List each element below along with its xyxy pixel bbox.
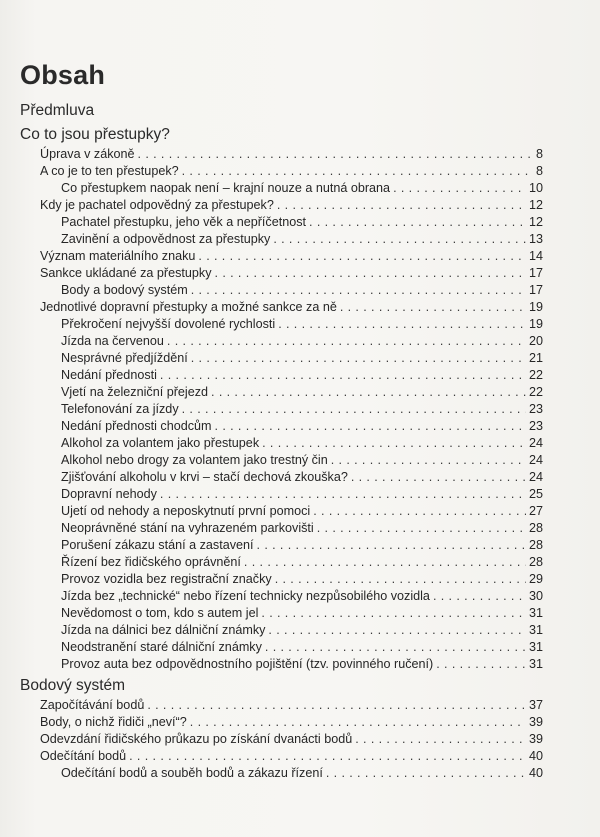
toc-entry-page: 39: [528, 732, 543, 746]
leader-dots: [190, 714, 526, 730]
toc-entry[interactable]: [61, 554, 543, 570]
toc-entry-page: 28: [528, 538, 543, 552]
leader-dots: [275, 571, 526, 587]
toc-entry[interactable]: [40, 714, 543, 730]
toc-entry-page: 8: [535, 164, 543, 178]
toc-section-predmluva[interactable]: Předmluva: [20, 102, 95, 119]
toc-entry-label: Nevědomost o tom, kdo s autem jel: [61, 606, 259, 620]
leader-dots: [215, 418, 526, 434]
toc-entry-label: Překročení nejvyšší dovolené rychlosti: [61, 317, 276, 331]
toc-entry-page: 27: [528, 504, 543, 518]
toc-entry[interactable]: [61, 316, 543, 332]
toc-entry[interactable]: [61, 333, 543, 349]
toc-entry-page: 19: [528, 300, 543, 314]
toc-entry[interactable]: [61, 503, 543, 519]
toc-entry-label: Ujetí od nehody a neposkytnutí první pomoci: [61, 504, 311, 518]
leader-dots: [278, 316, 526, 332]
leader-dots: [167, 333, 526, 349]
toc-entry[interactable]: [61, 486, 543, 502]
toc-entry-page: 12: [528, 215, 543, 229]
toc-entry-label: Alkohol za volantem jako přestupek: [61, 436, 260, 450]
toc-entry-label: Jízda na červenou: [61, 334, 164, 348]
toc-entry-label: Odečítání bodů a souběh bodů a zákazu řízení: [61, 766, 323, 780]
leader-dots: [160, 486, 526, 502]
toc-entry-page: 8: [535, 147, 543, 161]
toc-entry-page: 19: [528, 317, 543, 331]
toc-entry-page: 31: [528, 657, 543, 671]
leader-dots: [182, 401, 526, 417]
leader-dots: [436, 656, 526, 672]
leader-dots: [277, 197, 526, 213]
toc-entry-page: 31: [528, 606, 543, 620]
toc-entry[interactable]: [40, 299, 543, 315]
toc-entry-page: 12: [528, 198, 543, 212]
toc-entry-page: 37: [528, 698, 543, 712]
leader-dots: [331, 452, 526, 468]
toc-entry[interactable]: [61, 350, 543, 366]
leader-dots: [147, 697, 526, 713]
toc-entry-label: Body, o nichž řidiči „neví“?: [40, 715, 187, 729]
leader-dots: [273, 231, 526, 247]
toc-entry-label: Pachatel přestupku, jeho věk a nepříčetnost: [61, 215, 307, 229]
toc-entry-page: 14: [528, 249, 543, 263]
toc-entry[interactable]: [61, 231, 543, 247]
toc-entry[interactable]: [40, 248, 543, 264]
leader-dots: [262, 435, 526, 451]
leader-dots: [138, 146, 530, 162]
toc-entry-page: 22: [528, 385, 543, 399]
toc-entry[interactable]: [61, 656, 543, 672]
toc-entry-label: Odečítání bodů: [40, 749, 127, 763]
toc-entry-page: 31: [528, 623, 543, 637]
toc-entry-page: 29: [528, 572, 543, 586]
toc-entry-page: 17: [528, 283, 543, 297]
leader-dots: [182, 163, 530, 179]
toc-entry[interactable]: [61, 282, 543, 298]
toc-entry[interactable]: [40, 697, 543, 713]
leader-dots: [211, 384, 526, 400]
toc-entry-label: Alkohol nebo drogy za volantem jako trestný čin: [61, 453, 328, 467]
leader-dots: [191, 350, 526, 366]
toc-entry-page: 24: [528, 453, 543, 467]
leader-dots: [244, 554, 526, 570]
toc-entry-label: Co přestupkem naopak není – krajní nouze a nutná obrana: [61, 181, 391, 195]
leader-dots: [309, 214, 526, 230]
toc-entry-label: Neodstranění staré dálniční známky: [61, 640, 262, 654]
toc-entry-page: 40: [528, 749, 543, 763]
toc-section-prestupky[interactable]: Co to jsou přestupky?: [20, 126, 170, 143]
leader-dots: [265, 639, 526, 655]
toc-entry[interactable]: [61, 435, 543, 451]
toc-entry-label: Sankce ukládané za přestupky: [40, 266, 212, 280]
toc-entry-label: A co je to ten přestupek?: [40, 164, 179, 178]
leader-dots: [215, 265, 526, 281]
leader-dots: [313, 503, 526, 519]
toc-entry-page: 10: [528, 181, 543, 195]
toc-entry[interactable]: [40, 731, 543, 747]
toc-entry[interactable]: [61, 367, 543, 383]
toc-entry-page: 39: [528, 715, 543, 729]
toc-entry[interactable]: [61, 401, 543, 417]
toc-entry-page: 22: [528, 368, 543, 382]
toc-entry[interactable]: [40, 146, 543, 162]
toc-entry[interactable]: [61, 765, 543, 781]
leader-dots: [393, 180, 526, 196]
toc-entry[interactable]: [61, 469, 543, 485]
toc-entry-page: 24: [528, 470, 543, 484]
toc-section-bodovy-system[interactable]: Bodový systém: [20, 677, 126, 694]
toc-entry-label: Odevzdání řidičského průkazu po získání dvanácti bodů: [40, 732, 353, 746]
toc-entry[interactable]: [61, 639, 543, 655]
toc-entry-label: Porušení zákazu stání a zastavení: [61, 538, 254, 552]
leader-dots: [261, 605, 526, 621]
toc-entry[interactable]: [61, 384, 543, 400]
toc-entry-page: 21: [528, 351, 543, 365]
toc-entry[interactable]: [61, 418, 543, 434]
toc-entry-label: Kdy je pachatel odpovědný za přestupek?: [40, 198, 274, 212]
toc-entry-label: Jízda na dálnici bez dálniční známky: [61, 623, 266, 637]
leader-dots: [317, 520, 526, 536]
page-title: Obsah: [20, 60, 106, 90]
toc-entry-page: 23: [528, 402, 543, 416]
toc-entry-page: 30: [528, 589, 543, 603]
leader-dots: [198, 248, 526, 264]
toc-entry-label: Provoz vozidla bez registrační značky: [61, 572, 272, 586]
leader-dots: [257, 537, 526, 553]
toc-entry-page: 24: [528, 436, 543, 450]
toc-entry[interactable]: [40, 265, 543, 281]
toc-entry-page: 20: [528, 334, 543, 348]
toc-entry-label: Provoz auta bez odpovědnostního pojištění (tzv. povinného ručení): [61, 657, 434, 671]
toc-entry-label: Vjetí na železniční přejezd: [61, 385, 209, 399]
toc-entry-label: Význam materiálního znaku: [40, 249, 196, 263]
toc-entry[interactable]: [61, 622, 543, 638]
toc-entry[interactable]: [61, 588, 543, 604]
leader-dots: [326, 765, 526, 781]
toc-entry[interactable]: [40, 163, 543, 179]
leader-dots: [433, 588, 526, 604]
leader-dots: [355, 731, 526, 747]
toc-entry[interactable]: [61, 537, 543, 553]
toc-entry-page: 25: [528, 487, 543, 501]
leader-dots: [268, 622, 526, 638]
toc-entry-label: Jednotlivé dopravní přestupky a možné sankce za ně: [40, 300, 337, 314]
toc-entry-page: 40: [528, 766, 543, 780]
toc-entry-label: Nedání přednosti chodcům: [61, 419, 212, 433]
toc-entry-label: Dopravní nehody: [61, 487, 157, 501]
toc-entry[interactable]: [61, 605, 543, 621]
leader-dots: [160, 367, 526, 383]
toc-entry-label: Zjišťování alkoholu v krvi – stačí dechová zkouška?: [61, 470, 348, 484]
toc-entry[interactable]: [40, 748, 543, 764]
leader-dots: [191, 282, 526, 298]
toc-entry[interactable]: [61, 214, 543, 230]
leader-dots: [129, 748, 526, 764]
toc-entry-page: 28: [528, 555, 543, 569]
toc-entry-page: 31: [528, 640, 543, 654]
toc-entry[interactable]: [40, 197, 543, 213]
toc-entry-page: 28: [528, 521, 543, 535]
toc-entry-label: Telefonování za jízdy: [61, 402, 179, 416]
toc-entry-page: 13: [528, 232, 543, 246]
toc-entry[interactable]: [61, 520, 543, 536]
toc-entry-label: Nedání přednosti: [61, 368, 157, 382]
toc-entry-label: Neoprávněné stání na vyhrazeném parkovišti: [61, 521, 314, 535]
leader-dots: [340, 299, 526, 315]
leader-dots: [351, 469, 526, 485]
toc-entry-label: Řízení bez řidičského oprávnění: [61, 555, 241, 569]
toc-entry-label: Jízda bez „technické“ nebo řízení technicky nezpůsobilého vozidla: [61, 589, 430, 603]
toc-entry[interactable]: [61, 452, 543, 468]
toc-entry-label: Zavinění a odpovědnost za přestupky: [61, 232, 271, 246]
toc-entry-page: 17: [528, 266, 543, 280]
toc-entry[interactable]: [61, 180, 543, 196]
toc-entry[interactable]: [61, 571, 543, 587]
toc-entry-label: Nesprávné předjíždění: [61, 351, 188, 365]
toc-entry-label: Započítávání bodů: [40, 698, 145, 712]
toc-entry-page: 23: [528, 419, 543, 433]
toc-entry-label: Úprava v zákoně: [40, 147, 135, 161]
toc-entry-label: Body a bodový systém: [61, 283, 188, 297]
